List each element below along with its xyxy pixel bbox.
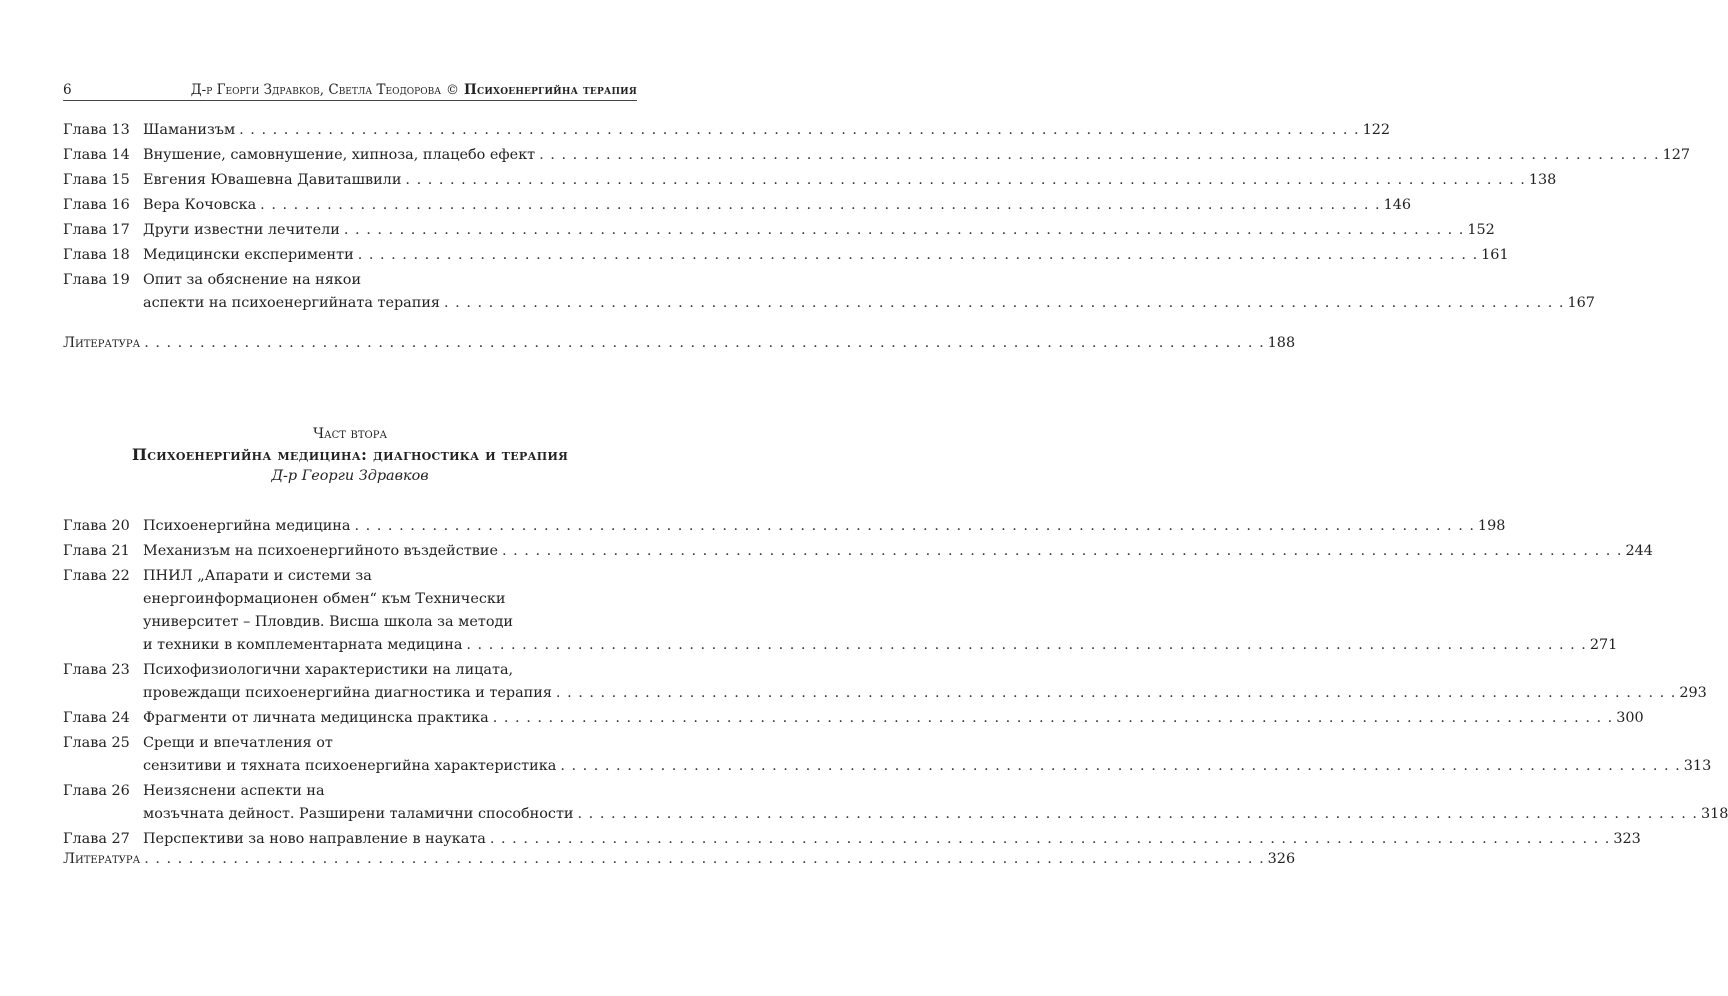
chapter-page: 122	[1362, 122, 1391, 138]
chapter-title: Вера Кочовска	[143, 197, 257, 213]
chapter-title: аспекти на психоенергийната терапия	[143, 295, 441, 311]
chapter-page: 127	[1662, 147, 1691, 163]
title-line	[143, 244, 1509, 267]
chapter-page: 146	[1383, 197, 1412, 213]
toc-entry	[63, 144, 1691, 167]
header-authors: Д-р Георги Здравков, Светла Теодорова	[190, 82, 442, 98]
title-line	[143, 194, 1411, 217]
chapter-title-block	[143, 269, 1595, 315]
chapter-label: Глава 16	[63, 197, 130, 213]
literature-page: 188	[1267, 335, 1296, 351]
chapter-title: Други известни лечители	[143, 222, 340, 238]
title-line	[143, 780, 1728, 803]
part-two-heading	[63, 424, 637, 486]
chapter-title: сензитиви и тяхната психоенергийна характеристика	[143, 758, 557, 774]
leader-dots	[260, 194, 1379, 217]
chapter-page: 138	[1528, 172, 1557, 188]
chapter-label: Глава 17	[63, 222, 130, 238]
chapter-title: енергоинформационен обмен“ към Технически	[143, 591, 506, 607]
leader-dots	[539, 144, 1658, 167]
chapter-title: Фрагменти от личната медицинска практика	[143, 710, 489, 726]
title-line	[143, 565, 1617, 588]
chapter-title-block	[143, 219, 1495, 242]
chapter-title-block	[143, 540, 1653, 563]
leader-dots	[560, 755, 1679, 778]
leader-dots	[358, 244, 1477, 267]
title-line	[143, 219, 1495, 242]
chapter-page: 318	[1700, 806, 1728, 822]
chapter-label: Глава 19	[63, 272, 130, 288]
toc-entry	[63, 659, 1707, 705]
chapter-title: Опит за обяснение на някои	[143, 272, 362, 288]
leader-dots	[144, 848, 1263, 871]
chapter-title: Психофизиологични характеристики на лицата,	[143, 662, 514, 678]
chapter-label: Глава 26	[63, 783, 130, 799]
leader-dots	[354, 515, 1473, 538]
title-line	[143, 588, 1617, 611]
chapter-title: Срещи и впечатления от	[143, 735, 333, 751]
chapter-label: Глава 20	[63, 518, 130, 534]
toc-entry	[63, 269, 1595, 315]
page-number: 6	[63, 82, 72, 98]
header-book-title: Психоенергийна терапия	[464, 82, 637, 98]
chapter-title-block	[143, 169, 1556, 192]
chapter-page: 152	[1467, 222, 1495, 238]
chapter-page: 167	[1567, 295, 1595, 311]
header-right	[191, 82, 637, 98]
toc-entry	[63, 244, 1509, 267]
leader-dots	[344, 219, 1463, 242]
leader-dots	[405, 169, 1524, 192]
chapter-title: Медицински експерименти	[143, 247, 354, 263]
chapter-title: мозъчната дейност. Разширени таламични способности	[143, 806, 574, 822]
toc-entry	[63, 780, 1728, 826]
chapter-page: 293	[1679, 685, 1707, 701]
chapter-title-block	[143, 194, 1411, 217]
title-line	[143, 269, 1595, 292]
literature-page: 326	[1267, 851, 1296, 867]
chapter-title: провеждащи психоенергийна диагностика и терапия	[143, 685, 552, 701]
literature-label: Литература	[63, 851, 141, 867]
chapter-page: 244	[1625, 543, 1653, 559]
title-line	[143, 803, 1728, 826]
chapter-label: Глава 18	[63, 247, 130, 263]
chapter-page: 161	[1481, 247, 1509, 263]
chapter-label: Глава 24	[63, 710, 130, 726]
leader-dots	[578, 803, 1697, 826]
chapter-page: 198	[1477, 518, 1506, 534]
chapter-title: Механизъм на психоенергийното въздействие	[143, 543, 498, 559]
leader-dots	[239, 119, 1358, 142]
chapter-title: университет – Пловдив. Висша школа за методи	[143, 614, 513, 630]
chapter-label: Глава 14	[63, 147, 130, 163]
chapter-title-block	[143, 144, 1690, 167]
chapter-title-block	[143, 244, 1509, 267]
title-line	[143, 169, 1556, 192]
chapter-label: Глава 22	[63, 568, 130, 584]
chapter-page: 313	[1683, 758, 1712, 774]
chapter-label: Глава 25	[63, 735, 130, 751]
chapter-label: Глава 13	[63, 122, 130, 138]
title-line	[143, 659, 1707, 682]
chapter-title: Неизяснени аспекти на	[143, 783, 325, 799]
copyright-icon: ©	[446, 83, 460, 98]
title-line	[143, 119, 1390, 142]
toc-entry	[63, 707, 1644, 730]
chapter-title: Психоенергийна медицина	[143, 518, 351, 534]
leader-dots	[493, 707, 1612, 730]
running-header	[63, 74, 637, 101]
toc-entry	[63, 194, 1412, 217]
leader-dots	[556, 682, 1675, 705]
chapter-title-block	[143, 659, 1707, 705]
literature-entry-two	[63, 848, 1296, 871]
chapter-title: Шаманизъм	[143, 122, 236, 138]
chapter-title-block	[143, 565, 1617, 657]
toc-entry	[63, 219, 1495, 242]
chapter-title-block	[143, 707, 1644, 730]
chapter-title: Внушение, самовнушение, хипноза, плацебо ефект	[143, 147, 536, 163]
title-line	[143, 732, 1711, 755]
toc-entry	[63, 169, 1557, 192]
chapter-label: Глава 15	[63, 172, 130, 188]
chapter-title: Евгения Ювашевна Давиташвили	[143, 172, 402, 188]
chapter-page: 300	[1616, 710, 1644, 726]
title-line	[143, 755, 1711, 778]
chapter-title-block	[143, 515, 1505, 538]
toc-entry	[63, 540, 1653, 563]
leader-dots	[444, 292, 1563, 315]
title-line	[143, 515, 1505, 538]
toc-part-one	[63, 119, 1691, 315]
chapter-label: Глава 21	[63, 543, 130, 559]
toc-entry	[63, 565, 1618, 657]
title-line	[143, 144, 1690, 167]
part-label: Част втора	[312, 426, 388, 442]
title-line	[143, 540, 1653, 563]
leader-dots	[502, 540, 1621, 563]
toc-entry	[63, 515, 1506, 538]
leader-dots	[466, 634, 1585, 657]
leader-dots	[144, 332, 1263, 355]
chapter-label: Глава 27	[63, 831, 130, 847]
literature-entry-one	[63, 332, 1296, 355]
chapter-label: Глава 23	[63, 662, 130, 678]
chapter-title: Перспективи за ново направление в науката	[143, 831, 486, 847]
chapter-title: и техники в комплементарната медицина	[143, 637, 463, 653]
chapter-page: 271	[1589, 637, 1618, 653]
title-line	[143, 682, 1707, 705]
title-line	[143, 707, 1644, 730]
chapter-title-block	[143, 780, 1728, 826]
title-line	[143, 611, 1617, 634]
title-line	[143, 634, 1617, 657]
title-line	[143, 292, 1595, 315]
part-author: Д-р Георги Здравков	[271, 468, 429, 484]
chapter-title-block	[143, 119, 1390, 142]
toc-entry	[63, 119, 1391, 142]
chapter-page: 323	[1613, 831, 1641, 847]
toc-entry	[63, 732, 1712, 778]
chapter-title-block	[143, 732, 1711, 778]
part-title: Психоенергийна медицина: диагностика и терапия	[131, 445, 569, 464]
literature-label: Литература	[63, 335, 141, 351]
toc-part-two	[63, 515, 1728, 851]
chapter-title: ПНИЛ „Апарати и системи за	[143, 568, 372, 584]
